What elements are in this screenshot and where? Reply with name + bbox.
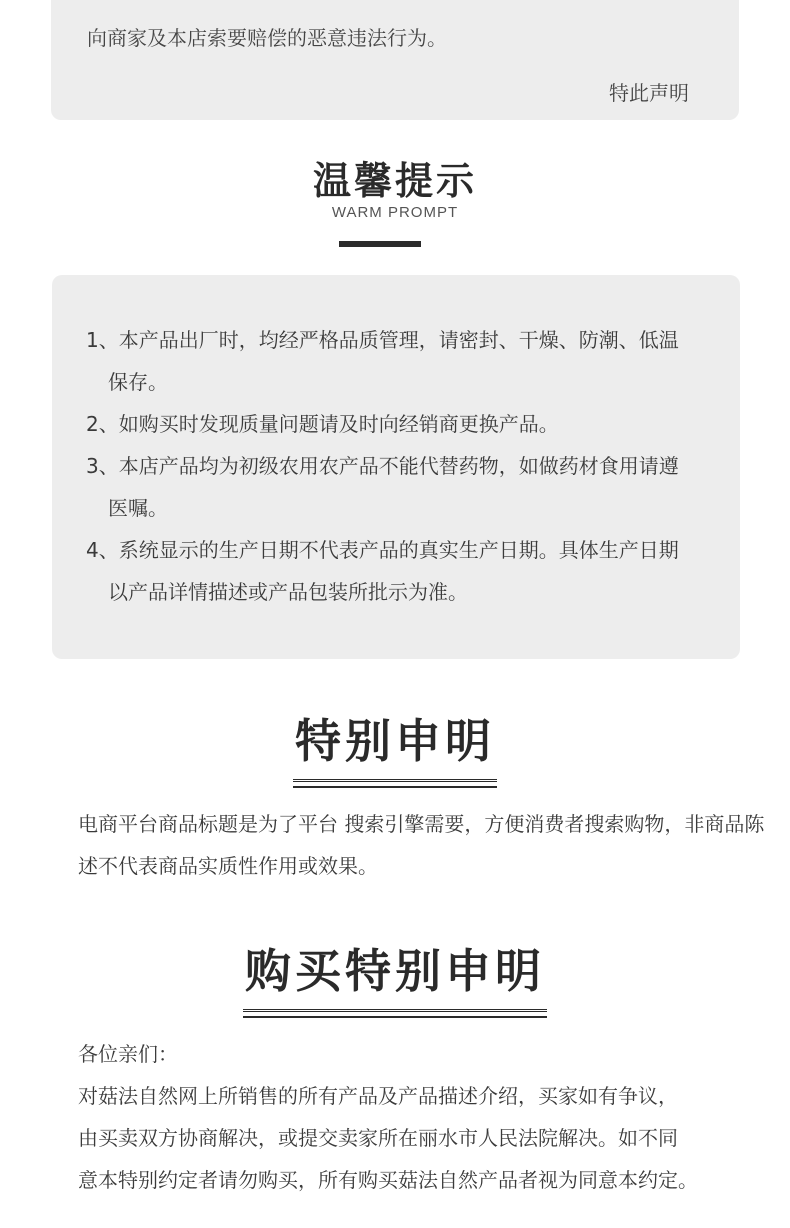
purchase-statement-text xyxy=(78,1033,768,1201)
tip-item: 4、系统显示的生产日期不代表产品的真实生产日期。具体生产日期以产品详情描述或产品包装所批示为准。 xyxy=(86,538,679,604)
purchase-line: 由买卖双方协商解决，或提交卖家所在丽水市人民法院解决。如不同 xyxy=(78,1126,678,1150)
tip-item: 2、如购买时发现质量问题请及时向经销商更换产品。 xyxy=(86,412,559,436)
purchase-line: 各位亲们： xyxy=(78,1042,178,1066)
special-statement-heading xyxy=(0,705,790,782)
purchase-statement-heading xyxy=(0,935,790,1012)
special-statement-text: 电商平台商品标题是为了平台 搜索引擎需要，方便消费者搜索购物，非商品陈述不代表商品实质性作用或效果。 xyxy=(78,812,765,878)
tips-box xyxy=(52,275,740,659)
purchase-line: 对菇法自然网上所销售的所有产品及产品描述介绍，买家如有争议， xyxy=(78,1084,678,1108)
tip-item: 1、本产品出厂时，均经严格品质管理，请密封、干燥、防潮、低温保存。 xyxy=(86,328,679,394)
tips-list xyxy=(86,319,686,613)
statement-line: 向商家及本店索要赔偿的恶意违法行为。 xyxy=(87,26,447,50)
tip-item: 3、本店产品均为初级农用农产品不能代替药物，如做药材食用请遵医嘱。 xyxy=(86,454,679,520)
special-statement-title: 特别申明 xyxy=(293,705,497,782)
warm-prompt-subtitle: WARM PROMPT xyxy=(331,204,459,221)
warm-prompt-title: 温馨提示 xyxy=(312,158,477,203)
statement-signature: 特此声明 xyxy=(609,81,689,105)
purchase-statement-title: 购买特别申明 xyxy=(243,935,547,1012)
title-underline-bar xyxy=(339,241,421,247)
statement-box xyxy=(51,0,739,120)
purchase-line: 意本特别约定者请勿购买，所有购买菇法自然产品者视为同意本约定。 xyxy=(78,1168,698,1192)
